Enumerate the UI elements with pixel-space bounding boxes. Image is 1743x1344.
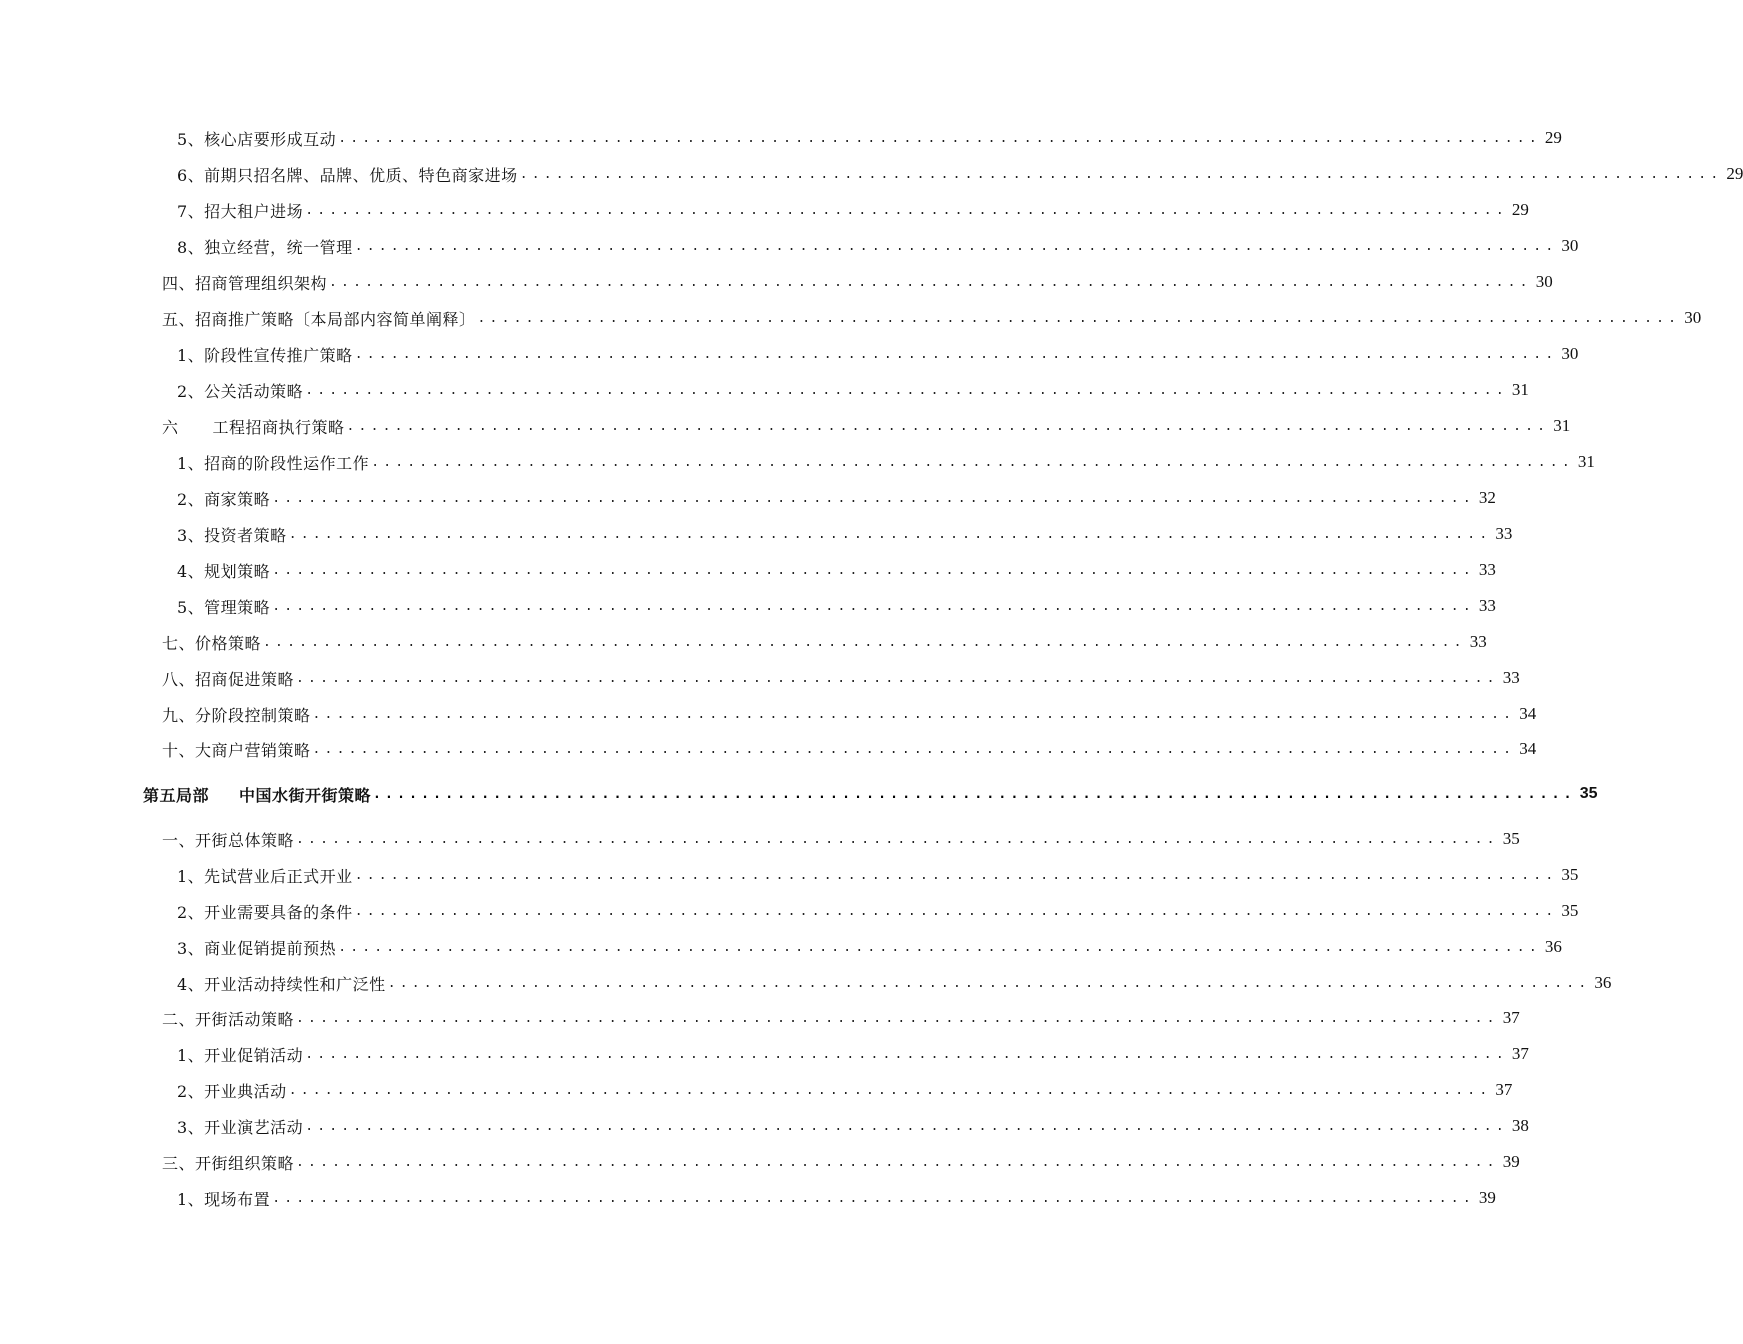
toc-entry-label: 1、先试营业后正式开业 xyxy=(177,866,353,886)
dot-leader: .................................................................................................... xyxy=(272,1190,1475,1206)
toc-entry[interactable] xyxy=(177,558,1496,582)
toc-entry-label: 2、开业需要具备的条件 xyxy=(177,902,353,922)
toc-entry[interactable] xyxy=(177,899,1579,923)
toc-entry[interactable] xyxy=(177,450,1595,474)
toc-entry[interactable] xyxy=(177,1186,1496,1210)
dot-leader: .................................................................................................... xyxy=(371,454,1574,470)
dot-leader: .................................................................................................... xyxy=(272,562,1475,578)
toc-entry-page: 33 xyxy=(1478,596,1496,615)
toc-entry[interactable] xyxy=(177,342,1579,366)
toc-entry-label: 6、前期只招名牌、品牌、优质、特色商家进场 xyxy=(177,165,518,185)
toc-entry[interactable] xyxy=(177,971,1612,995)
toc-entry[interactable] xyxy=(162,702,1537,726)
toc-entry[interactable] xyxy=(177,486,1496,510)
toc-entry-page: 33 xyxy=(1478,560,1496,579)
toc-entry-page: 33 xyxy=(1469,632,1487,651)
toc-entry-label: 1、阶段性宣传推广策略 xyxy=(177,345,353,365)
toc-chapter-title: 中国水街开街策略 xyxy=(239,785,372,805)
toc-entry-page: 31 xyxy=(1511,380,1529,399)
dot-leader: .................................................................................................... xyxy=(263,634,1466,650)
toc-entry-page: 31 xyxy=(1553,416,1571,435)
toc-entry-label: 3、商业促销提前预热 xyxy=(177,938,337,958)
dot-leader: .................................................................................................... xyxy=(338,130,1541,146)
dot-leader: .................................................................................................... xyxy=(296,1010,1499,1026)
toc-entry-page: 37 xyxy=(1495,1080,1513,1099)
toc-entry-page: 37 xyxy=(1502,1008,1520,1027)
toc-entry-page: 32 xyxy=(1478,488,1496,507)
toc-entry-label: 2、开业典活动 xyxy=(177,1081,287,1101)
dot-leader: .................................................................................................... xyxy=(296,831,1499,847)
dot-leader: .................................................................................................... xyxy=(387,975,1591,991)
toc-entry-label: 1、开业促销活动 xyxy=(177,1045,304,1065)
toc-entry-label: 3、投资者策略 xyxy=(177,525,287,545)
dot-leader: .................................................................................................... xyxy=(338,939,1541,955)
toc-entry-label xyxy=(162,415,345,438)
dot-leader: .................................................................................................... xyxy=(305,382,1508,398)
toc-entry-label: 2、商家策略 xyxy=(177,489,271,509)
dot-leader: .................................................................................................... xyxy=(305,1046,1508,1062)
toc-entry-label: 八、招商促进策略 xyxy=(162,669,295,689)
dot-leader: .................................................................................................... xyxy=(346,418,1550,434)
toc-entry[interactable] xyxy=(177,1114,1529,1138)
toc-entry[interactable] xyxy=(177,863,1579,887)
toc-entry-label: 1、招商的阶段性运作工作 xyxy=(177,453,370,473)
toc-entry-page: 30 xyxy=(1684,308,1702,327)
toc-entry[interactable] xyxy=(177,198,1529,222)
toc-entry-page: 35 xyxy=(1561,865,1579,884)
toc-entry[interactable] xyxy=(177,522,1513,546)
toc-entry-page: 30 xyxy=(1535,272,1553,291)
dot-leader: .................................................................................................... xyxy=(354,346,1558,362)
dot-leader: .................................................................................................... xyxy=(519,166,1723,182)
toc-entry-page: 38 xyxy=(1511,1116,1529,1135)
toc-entry[interactable] xyxy=(162,666,1520,690)
toc-entry-page: 31 xyxy=(1577,452,1595,471)
dot-leader: .................................................................................................... xyxy=(477,310,1681,326)
toc-entry[interactable] xyxy=(177,1042,1529,1066)
dot-leader: .................................................................................................... xyxy=(354,238,1558,254)
dot-leader: .................................................................................................... xyxy=(305,1118,1508,1134)
toc-entry[interactable] xyxy=(162,630,1487,654)
toc-entry-page: 34 xyxy=(1519,739,1537,758)
toc-entry-label: 5、核心店要形成互动 xyxy=(177,129,337,149)
toc-entry-title: 工程招商执行策略 xyxy=(212,417,345,437)
dot-leader: .................................................................................................... xyxy=(329,274,1532,290)
toc-entry-page: 33 xyxy=(1502,668,1520,687)
toc-entry-label: 7、招大租户进场 xyxy=(177,201,304,221)
toc-entry[interactable] xyxy=(162,1006,1520,1030)
toc-chapter-number: 第五局部 xyxy=(143,785,210,805)
toc-entry-label: 3、开业演艺活动 xyxy=(177,1117,304,1137)
toc-entry-page: 36 xyxy=(1594,973,1612,992)
toc-entry-page: 29 xyxy=(1511,200,1529,219)
dot-leader: .................................................................................................... xyxy=(296,1154,1499,1170)
toc-entry-label: 四、招商管理组织架构 xyxy=(162,273,328,293)
toc-entry-label: 一、开街总体策略 xyxy=(162,830,295,850)
toc-entry-label: 2、公关活动策略 xyxy=(177,381,304,401)
toc-entry[interactable] xyxy=(177,1078,1513,1102)
toc-entry-label: 二、开街活动策略 xyxy=(162,1009,295,1029)
toc-entry-label: 十、大商户营销策略 xyxy=(162,740,311,760)
toc-entry-label: 4、规划策略 xyxy=(177,561,271,581)
toc-entry[interactable] xyxy=(162,1150,1520,1174)
dot-leader: .................................................................................................... xyxy=(272,490,1475,506)
toc-entry-label: 8、独立经营，统一管理 xyxy=(177,237,353,257)
dot-leader: .................................................................................................... xyxy=(312,706,1516,722)
toc-entry-label: 1、现场布置 xyxy=(177,1189,271,1209)
toc-entry-page: 35 xyxy=(1561,901,1579,920)
dot-leader: .................................................................................................... xyxy=(288,526,1492,542)
toc-entry[interactable] xyxy=(177,162,1743,186)
dot-leader: .................................................................................................... xyxy=(354,867,1558,883)
toc-entry-label xyxy=(143,783,371,806)
toc-entry-page: 29 xyxy=(1726,164,1743,183)
dot-leader: .................................................................................................... xyxy=(305,202,1508,218)
toc-entry-label: 5、管理策略 xyxy=(177,597,271,617)
toc-entry-page: 39 xyxy=(1478,1188,1496,1207)
toc-entry[interactable] xyxy=(177,126,1562,150)
toc-entry[interactable] xyxy=(162,827,1520,851)
toc-entry-page: 35 xyxy=(1579,785,1598,802)
toc-entry-number: 六 xyxy=(162,417,179,437)
dot-leader: .................................................................................................... xyxy=(373,786,1576,802)
dot-leader: .................................................................................................... xyxy=(288,1082,1492,1098)
toc-entry-page: 30 xyxy=(1561,236,1579,255)
toc-entry[interactable] xyxy=(177,234,1579,258)
toc-entry-page: 34 xyxy=(1519,704,1537,723)
toc-entry-page: 33 xyxy=(1495,524,1513,543)
toc-entry-page: 29 xyxy=(1544,128,1562,147)
toc-entry[interactable] xyxy=(177,378,1529,402)
toc-entry-label: 七、价格策略 xyxy=(162,633,262,653)
toc-entry-page: 30 xyxy=(1561,344,1579,363)
toc-entry-page: 35 xyxy=(1502,829,1520,848)
toc-entry-label: 九、分阶段控制策略 xyxy=(162,705,311,725)
toc-entry[interactable] xyxy=(162,306,1702,330)
toc-entry[interactable] xyxy=(177,594,1496,618)
dot-leader: .................................................................................................... xyxy=(354,903,1558,919)
toc-entry-label: 五、招商推广策略〔本局部内容简单阐释〕 xyxy=(162,309,476,329)
dot-leader: .................................................................................................... xyxy=(272,598,1475,614)
dot-leader: .................................................................................................... xyxy=(296,670,1499,686)
toc-entry-label: 4、开业活动持续性和广泛性 xyxy=(177,974,386,994)
toc-entry[interactable] xyxy=(162,737,1537,761)
toc-chapter-entry[interactable] xyxy=(143,782,1598,806)
toc-entry[interactable] xyxy=(162,270,1553,294)
toc-entry-label: 三、开街组织策略 xyxy=(162,1153,295,1173)
toc-entry-page: 39 xyxy=(1502,1152,1520,1171)
toc-entry[interactable] xyxy=(162,414,1571,438)
toc-entry[interactable] xyxy=(177,935,1562,959)
toc-entry-page: 36 xyxy=(1544,937,1562,956)
dot-leader: .................................................................................................... xyxy=(312,741,1516,757)
toc-entry-page: 37 xyxy=(1511,1044,1529,1063)
